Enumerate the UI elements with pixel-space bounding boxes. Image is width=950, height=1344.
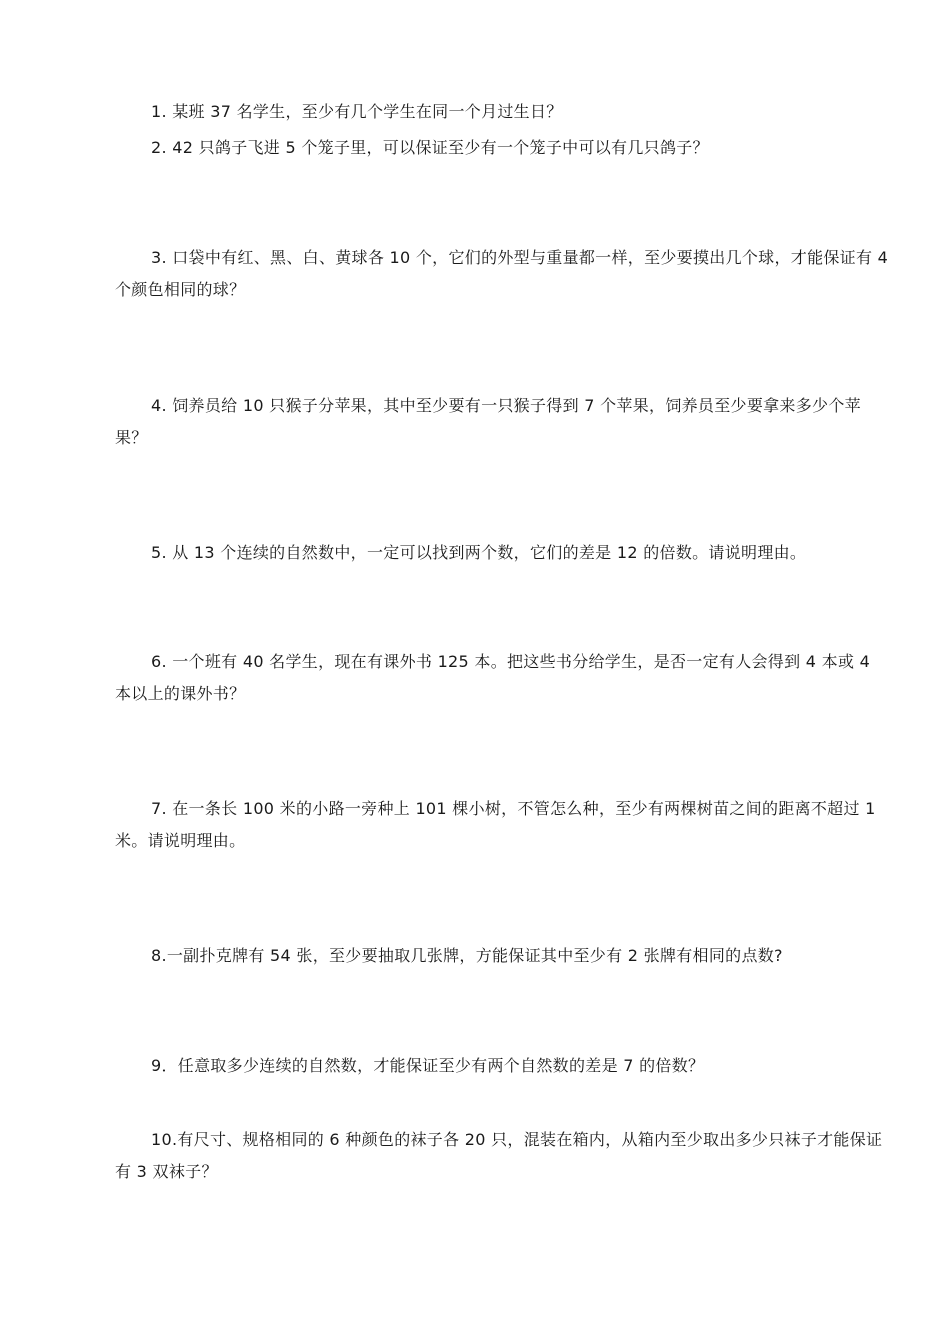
question-8: 8.一副扑克牌有 54 张，至少要抽取几张牌，方能保证其中至少有 2 张牌有相同的点数? [151, 946, 783, 965]
question-6: 6. 一个班有 40 名学生，现在有课外书 125 本。把这些书分给学生，是否一定有人会得到 4 本或 4 本以上的课外书？ [115, 652, 871, 703]
question-3: 3. 口袋中有红、黑、白、黄球各 10 个，它们的外型与重量都一样，至少要摸出几个球，才能保证有 4 个颜色相同的球？ [115, 248, 889, 299]
question-5: 5. 从 13 个连续的自然数中，一定可以找到两个数，它们的差是 12 的倍数。请说明理由。 [151, 543, 807, 562]
question-10: 10.有尺寸、规格相同的 6 种颜色的袜子各 20 只，混装在箱内，从箱内至少取出多少只袜子才能保证有 3 双袜子？ [115, 1130, 883, 1181]
question-7: 7. 在一条长 100 米的小路一旁种上 101 棵小树，不管怎么种，至少有两棵树苗之间的距离不超过 1 米。请说明理由。 [115, 799, 876, 850]
question-1: 1. 某班 37 名学生，至少有几个学生在同一个月过生日？ [151, 102, 563, 121]
question-2: 2. 42 只鸽子飞进 5 个笼子里，可以保证至少有一个笼子中可以有几只鸽子？ [151, 138, 709, 157]
question-4: 4. 饲养员给 10 只猴子分苹果，其中至少要有一只猴子得到 7 个苹果，饲养员至少要拿来多少个苹果？ [115, 396, 861, 447]
question-9: 9．任意取多少连续的自然数，才能保证至少有两个自然数的差是 7 的倍数？ [151, 1056, 705, 1075]
